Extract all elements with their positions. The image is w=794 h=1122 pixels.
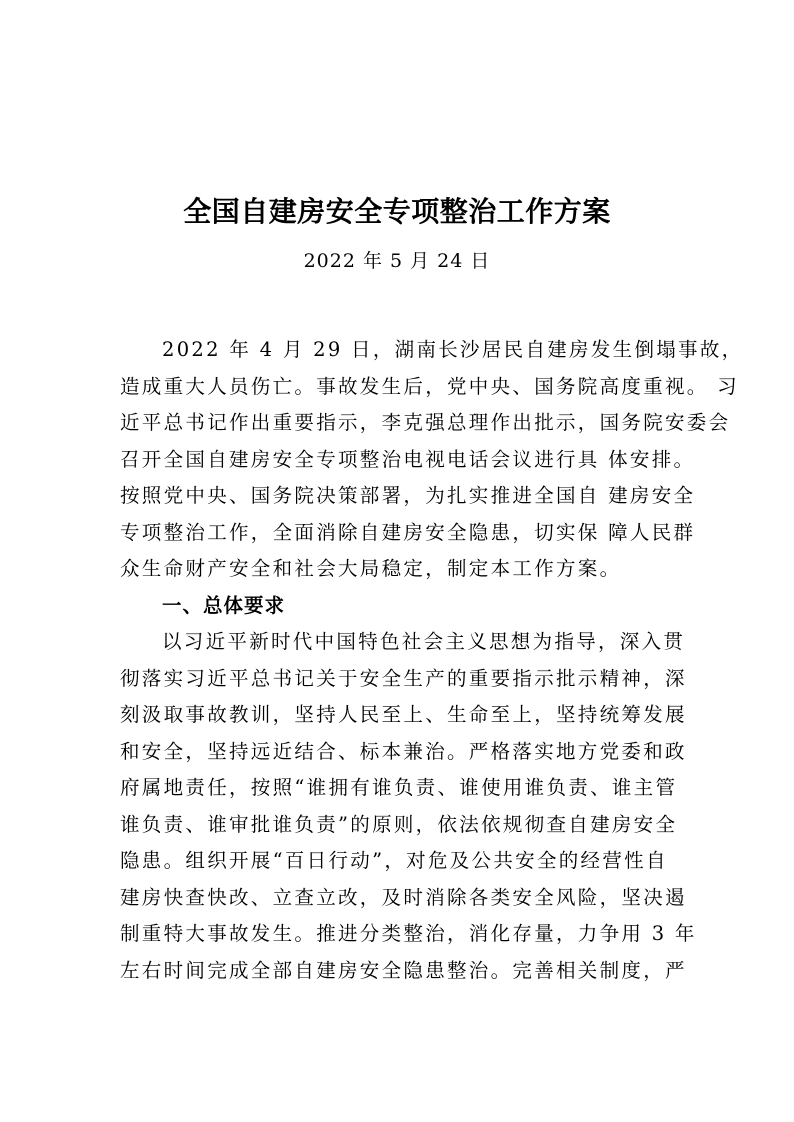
document-body (120, 332, 744, 989)
paragraph-line: 专项整治工作，全面消除自建房安全隐患，切实保 障人民群 (120, 520, 696, 544)
paragraph-line: 以习近平新时代中国特色社会主义思想为指导，深入贯 (162, 630, 686, 653)
paragraph-line: 召开全国自建房安全专项整治电视电话会议进行具 体安排。 (120, 447, 696, 471)
paragraph-line: 谁负责、谁审批谁负责”的原则，依法依规彻查自建房安全 (120, 812, 678, 836)
paragraph-line: 府属地责任，按照“谁拥有谁负责、谁使用谁负责、谁主管 (120, 776, 678, 799)
paragraph-line: 刻汲取事故教训，坚持人民至上、生命至上，坚持统筹发展 (120, 703, 687, 726)
paragraph-line: 彻落实习近平总书记关于安全生产的重要指示批示精神，深 (120, 666, 687, 690)
paragraph-line: 制重特大事故发生。推进分类整治，消化存量，力争用 3 年 (120, 922, 697, 945)
paragraph-intro (120, 332, 744, 588)
paragraph-line: 建房快查快改、立查立改，及时消除各类安全风险，坚决遏 (120, 885, 687, 909)
paragraph-line: 众生命财产安全和社会大局稳定，制定本工作方案。 (120, 557, 622, 580)
document-title: 全国自建房安全专项整治工作方案 (183, 195, 611, 228)
paragraph-line: 近平总书记作出重要指示，李克强总理作出批示，国务院安委会 (120, 411, 731, 434)
paragraph-line: 按照党中央、国务院决策部署，为扎实推进全国自 建房安全 (120, 484, 696, 507)
paragraph-line: 隐患。组织开展“百日行动”，对危及公共安全的经营性自 (120, 849, 668, 872)
paragraph-line: 2022 年 4 月 29 日，湖南长沙居民自建房发生倒塌事故， (162, 338, 744, 361)
paragraph-general-requirements (120, 624, 695, 989)
paragraph-line: 和安全，坚持远近结合、标本兼治。严格落实地方党委和政 (120, 739, 687, 763)
section-heading: 一、总体要求 (162, 593, 286, 617)
paragraph-line: 左右时间完成全部自建房安全隐患整治。完善相关制度，严 (120, 958, 687, 982)
paragraph-line: 造成重大人员伤亡。事故发生后，党中央、国务院高度重视。 习 (120, 374, 739, 398)
document-date: 2022 年 5 月 24 日 (303, 250, 491, 272)
